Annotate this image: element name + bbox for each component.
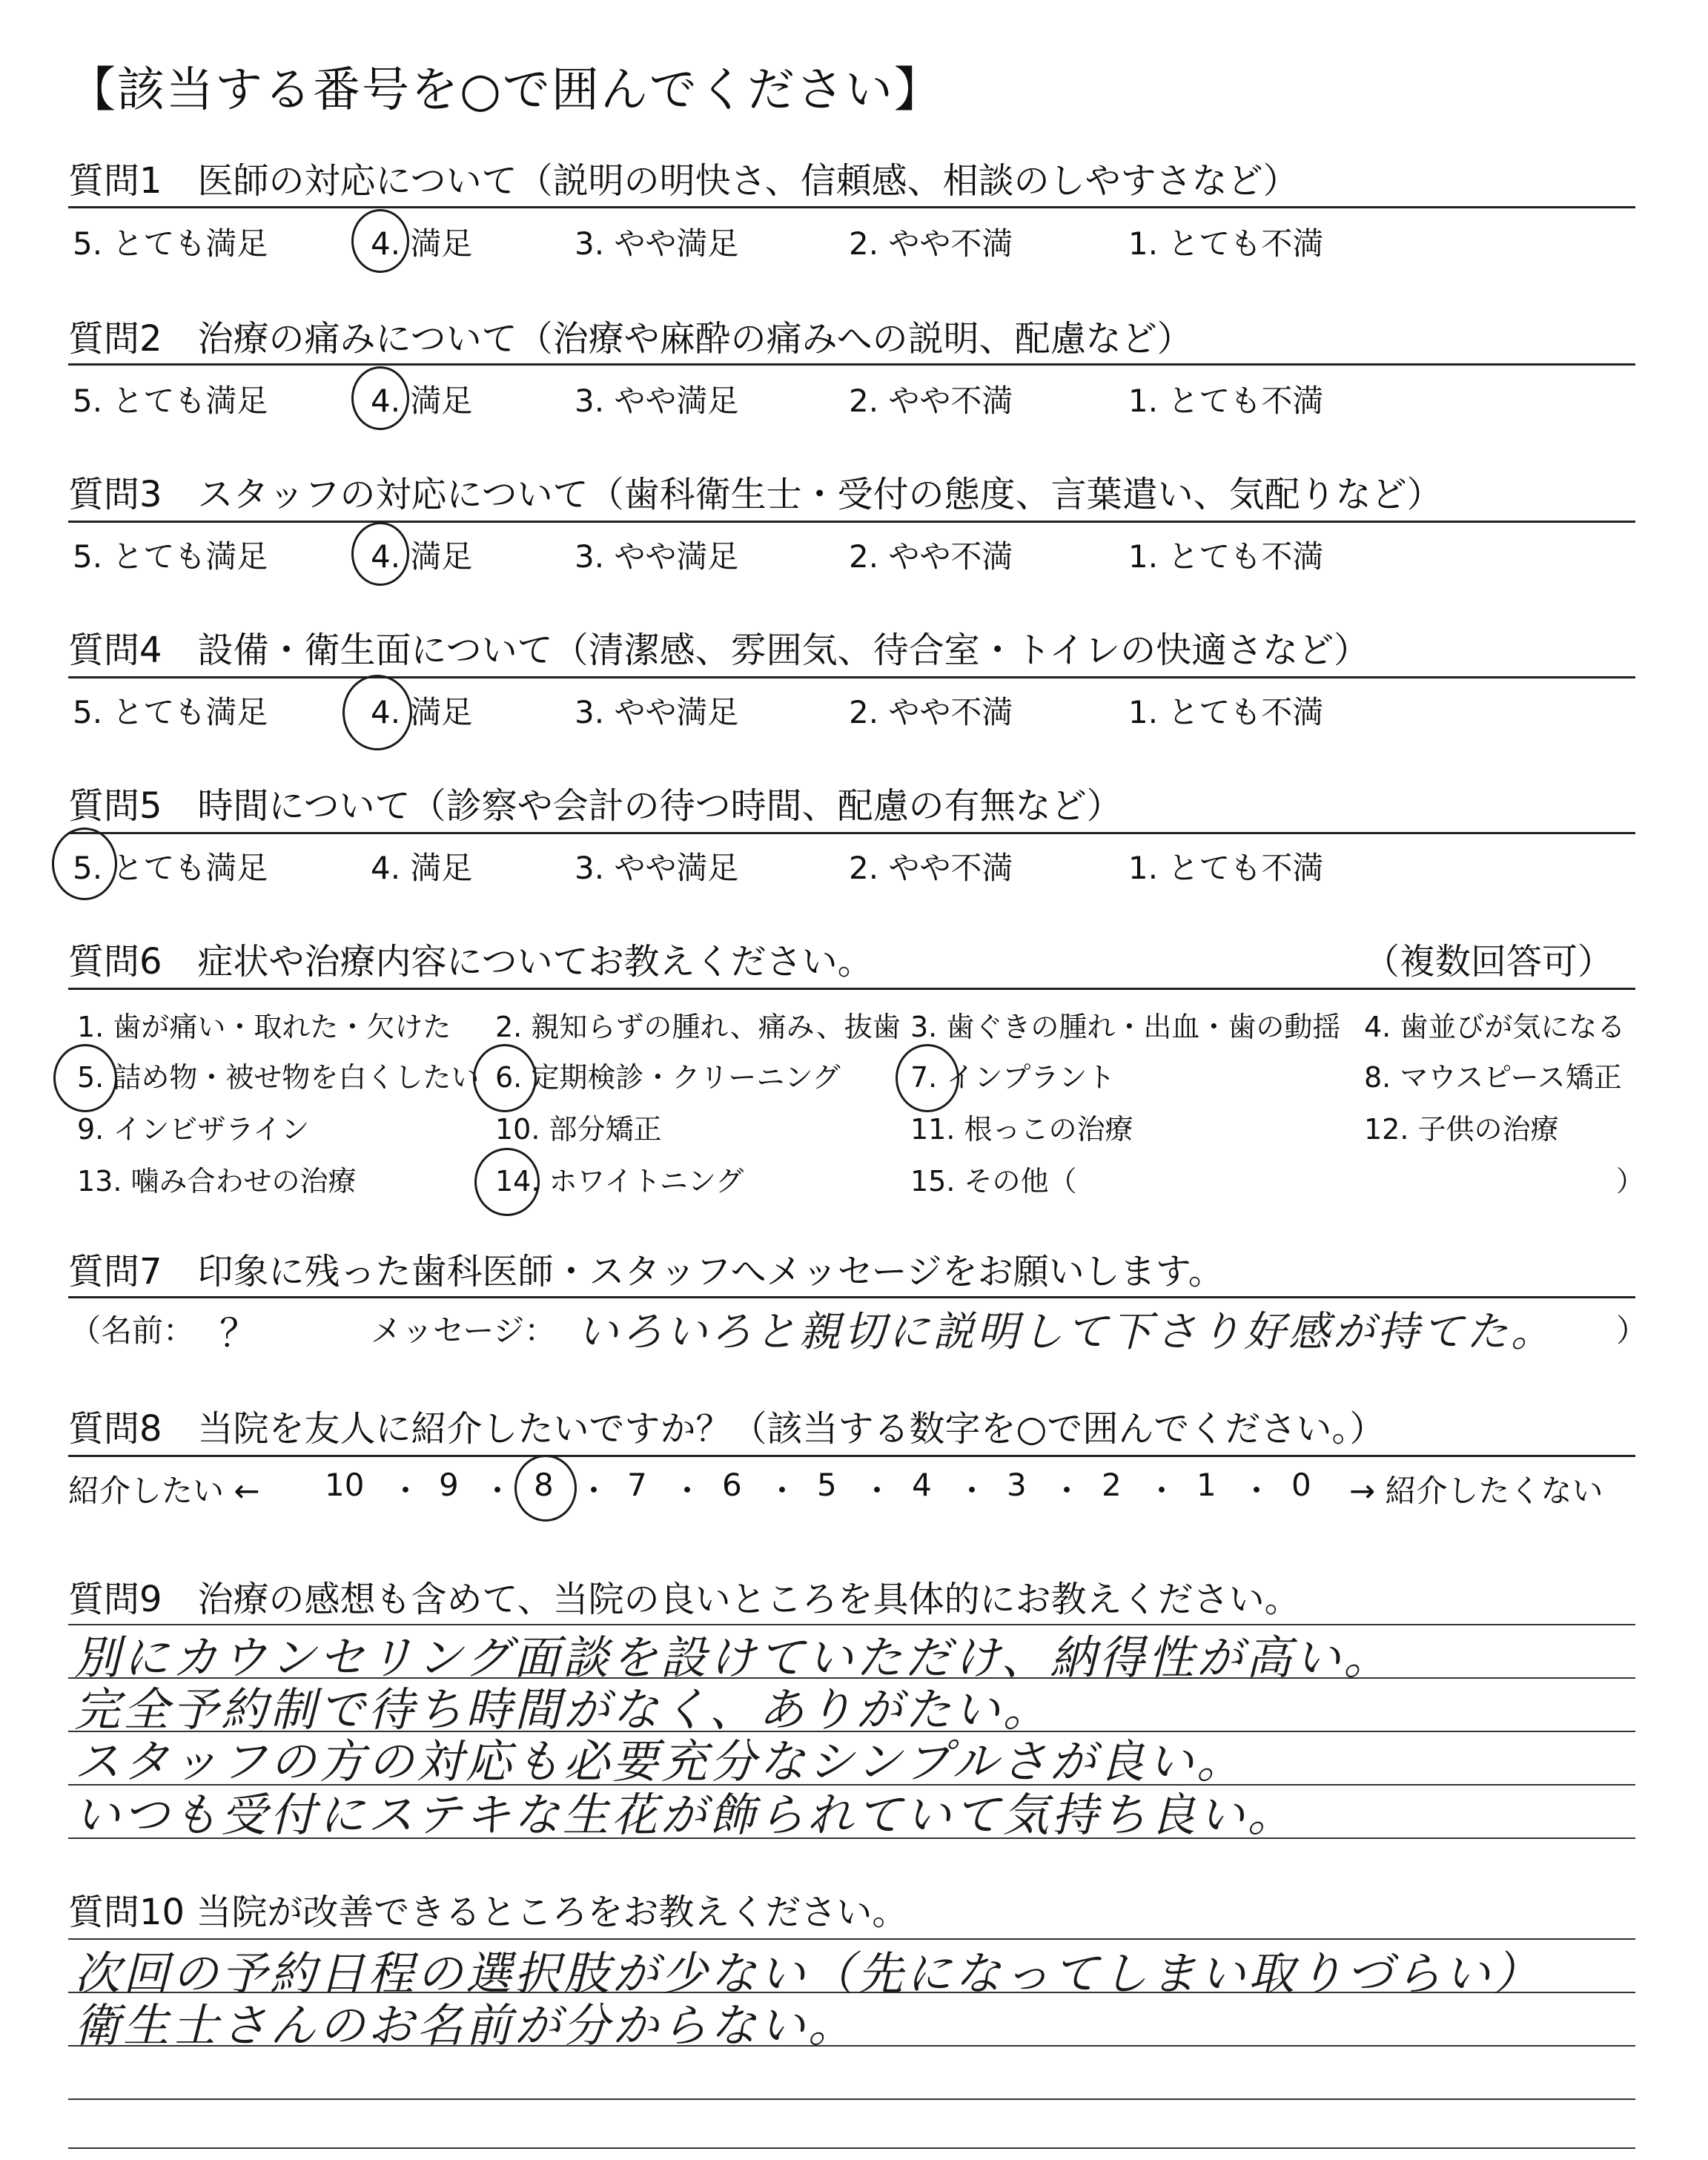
q8-value-4[interactable]: 4 [912,1467,932,1503]
q8-value-7[interactable]: 7 [627,1467,647,1503]
q9-line-1: 別にカウンセリング面談を設けていただけ、納得性が高い。 [74,1631,1393,1685]
q5-option-5[interactable]: 5. とても満足 [73,850,268,886]
q1-option-5[interactable]: 5. とても満足 [73,225,268,262]
q2-option-5[interactable]: 5. とても満足 [73,383,268,419]
q4-option-4[interactable]: 4. 満足 [371,694,473,730]
q7-name-value[interactable]: ？ [219,1312,259,1356]
q6-option-4[interactable]: 4. 歯並びが気になる [1364,1011,1626,1043]
q8-value-9[interactable]: 9 [439,1467,459,1503]
q7-rule [68,1296,1635,1298]
q6-selection-circle-7 [896,1044,959,1112]
q6-option-6[interactable]: 6. 定期検診・クリーニング [495,1061,841,1094]
q7-message-label: メッセージ： [371,1312,556,1349]
q8-left-label: 紹介したい ← [68,1473,260,1509]
q8-selection-circle [514,1455,577,1522]
q1-option-4[interactable]: 4. 満足 [371,225,473,262]
q3-option-1[interactable]: 1. とても不満 [1128,538,1324,575]
q7-name-label: （名前： [70,1312,195,1349]
q2-title: 質問2 治療の痛みについて（治療や麻酔の痛みへの説明、配慮など） [68,318,1193,360]
q1-rule [68,206,1635,208]
q6-option-2[interactable]: 2. 親知らずの腫れ、痛み、抜歯 [495,1011,901,1043]
q8-dot: ・ [956,1473,988,1509]
q6-option-13[interactable]: 13. 噛み合わせの治療 [77,1165,357,1198]
q6-option-11[interactable]: 11. 根っこの治療 [910,1113,1133,1146]
q6-option-1[interactable]: 1. 歯が痛い・取れた・欠けた [77,1011,451,1043]
q6-selection-circle-6 [473,1044,537,1112]
q2-option-3[interactable]: 3. やや満足 [575,383,739,419]
q4-option-3[interactable]: 3. やや満足 [575,694,739,730]
q9-title: 質問9 治療の感想も含めて、当院の良いところを具体的にお教えください。 [68,1579,1300,1620]
q3-rule [68,521,1635,523]
q5-option-1[interactable]: 1. とても不満 [1128,850,1324,886]
q6-selection-circle-14 [474,1148,540,1216]
q3-option-2[interactable]: 2. やや不満 [849,538,1013,575]
q1-option-2[interactable]: 2. やや不満 [849,225,1013,262]
page-heading: 【該当する番号を○で囲んでください】 [68,63,943,118]
q3-option-4[interactable]: 4. 満足 [371,538,473,575]
q3-option-3[interactable]: 3. やや満足 [575,538,739,575]
q4-option-5[interactable]: 5. とても満足 [73,694,268,730]
q9-line-3: スタッフの方の対応も必要充分なシンプルさが良い。 [74,1734,1245,1789]
q7-title: 質問7 印象に残った歯科医師・スタッフへメッセージをお願いします。 [68,1251,1224,1292]
q8-dot: ・ [390,1473,422,1509]
q8-dot: ・ [672,1473,704,1509]
q6-option-12[interactable]: 12. 子供の治療 [1364,1113,1559,1146]
q6-rule [68,988,1635,990]
q5-option-4[interactable]: 4. 満足 [371,850,473,886]
q6-title: 質問6 症状や治療内容についてお教えください。 [68,941,873,982]
q9-line-4: いつも受付にステキな生花が飾られていて気持ち良い。 [74,1788,1297,1842]
q6-note: （複数回答可） [1364,941,1614,982]
q8-value-5[interactable]: 5 [817,1467,837,1503]
q6-option-10[interactable]: 10. 部分矯正 [495,1113,662,1146]
q8-value-10[interactable]: 10 [325,1467,365,1503]
q8-dot: ・ [1051,1473,1083,1509]
q8-value-3[interactable]: 3 [1007,1467,1027,1503]
q2-option-2[interactable]: 2. やや不満 [849,383,1013,419]
q1-option-3[interactable]: 3. やや満足 [575,225,739,262]
q8-dot: ・ [1146,1473,1178,1509]
q5-title: 質問5 時間について（診察や会計の待つ時間、配慮の有無など） [68,785,1122,827]
q6-option-3[interactable]: 3. 歯ぐきの腫れ・出血・歯の動揺 [910,1011,1341,1043]
q5-option-2[interactable]: 2. やや不満 [849,850,1013,886]
q1-selection-circle [351,209,409,273]
q5-selection-circle [52,828,117,900]
q3-option-5[interactable]: 5. とても満足 [73,538,268,575]
q5-option-3[interactable]: 3. やや満足 [575,850,739,886]
q6-option-14[interactable]: 14. ホワイトニング [495,1165,744,1198]
q1-title: 質問1 医師の対応について（説明の明快さ、信頼感、相談のしやすさなど） [68,160,1299,202]
q4-option-2[interactable]: 2. やや不満 [849,694,1013,730]
q8-dot: ・ [767,1473,798,1509]
q8-rule [68,1455,1635,1457]
q8-value-2[interactable]: 2 [1102,1467,1122,1503]
q10-title: 質問10 当院が改善できるところをお教えください。 [68,1892,908,1933]
q10-line-2: 衛生士さんのお名前が分からない。 [74,1998,858,2052]
q8-title: 質問8 当院を友人に紹介したいですか？（該当する数字を○で囲んでください。） [68,1408,1386,1450]
q4-title: 質問4 設備・衛生面について（清潔感、雰囲気、待合室・トイレの快適さなど） [68,630,1370,671]
q8-dot: ・ [1241,1473,1273,1509]
q8-dot: ・ [482,1473,514,1509]
q10-line-rule [68,2098,1635,2100]
q7-message-value[interactable]: いろいろと親切に説明して下さり好感が持てた。 [577,1308,1555,1356]
q6-option-8[interactable]: 8. マウスピース矯正 [1364,1061,1622,1094]
q5-rule [68,832,1635,834]
q8-value-1[interactable]: 1 [1196,1467,1217,1503]
q4-selection-circle [342,675,412,750]
q2-option-1[interactable]: 1. とても不満 [1128,383,1324,419]
q2-option-4[interactable]: 4. 満足 [371,383,473,419]
q4-option-1[interactable]: 1. とても不満 [1128,694,1324,730]
q4-rule [68,676,1635,678]
q6-selection-circle-5 [53,1044,117,1112]
q8-value-8[interactable]: 8 [534,1467,554,1503]
q7-close-paren: ） [1616,1312,1648,1349]
q1-option-1[interactable]: 1. とても不満 [1128,225,1324,262]
q2-selection-circle [351,366,409,430]
q6-option-15-close: ） [1616,1165,1645,1198]
q3-selection-circle [351,522,409,586]
q10-line-1: 次回の予約日程の選択肢が少ない（先になってしまい取りづらい） [74,1946,1543,2001]
q6-option-5[interactable]: 5. 詰め物・被せ物を白くしたい [77,1061,480,1094]
q8-value-6[interactable]: 6 [722,1467,742,1503]
q9-line-2: 完全予約制で待ち時間がなく、ありがたい。 [74,1682,1052,1737]
q6-option-7[interactable]: 7. インプラント [910,1061,1116,1094]
q8-dot: ・ [578,1473,610,1509]
q8-right-label: → 紹介したくない [1349,1473,1603,1509]
q8-value-0[interactable]: 0 [1291,1467,1311,1503]
q6-option-9[interactable]: 9. インビザライン [77,1113,310,1146]
q6-option-15[interactable]: 15. その他（ [910,1165,1077,1198]
q8-dot: ・ [861,1473,893,1509]
q3-title: 質問3 スタッフの対応について（歯科衛生士・受付の態度、言葉遣い、気配りなど） [68,474,1443,515]
q10-line-rule [68,2147,1635,2149]
q2-rule [68,363,1635,366]
